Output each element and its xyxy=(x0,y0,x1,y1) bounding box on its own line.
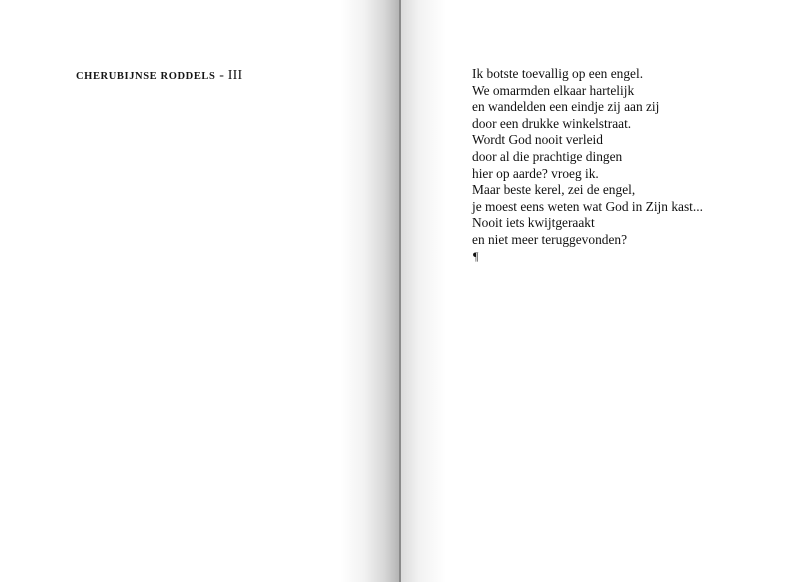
poem-line: en wandelden een eindje zij aan zij xyxy=(472,99,660,115)
poem-line: je moest eens weten wat God in Zijn kast... xyxy=(472,198,703,214)
poem-line: Ik botste toevallig op een engel. xyxy=(472,66,644,81)
poem-line: Nooit iets kwijtgeraakt xyxy=(472,215,595,231)
poem-title xyxy=(76,68,242,84)
poem-title-caps: CHERUBIJNSE RODDELS xyxy=(76,71,216,82)
poem-line: hier op aarde? vroeg ik. xyxy=(472,165,599,181)
poem-title-separator: - xyxy=(219,68,225,83)
poem-line: We omarmden elkaar hartelijk xyxy=(472,82,635,98)
gutter-shadow-left xyxy=(340,0,400,582)
pilcrow-end-mark: ¶ xyxy=(473,249,479,263)
poem-line: Maar beste kerel, zei de engel, xyxy=(472,182,636,198)
poem-line: Wordt God nooit verleid xyxy=(472,132,603,148)
gutter-shadow-right xyxy=(401,0,446,582)
poem-line: door al die prachtige dingen xyxy=(472,148,623,164)
poem-title-numeral: III xyxy=(227,68,243,83)
poem-line: en niet meer teruggevonden? xyxy=(472,231,628,247)
poem-text xyxy=(472,66,703,249)
poem-line: door een drukke winkelstraat. xyxy=(472,115,632,131)
